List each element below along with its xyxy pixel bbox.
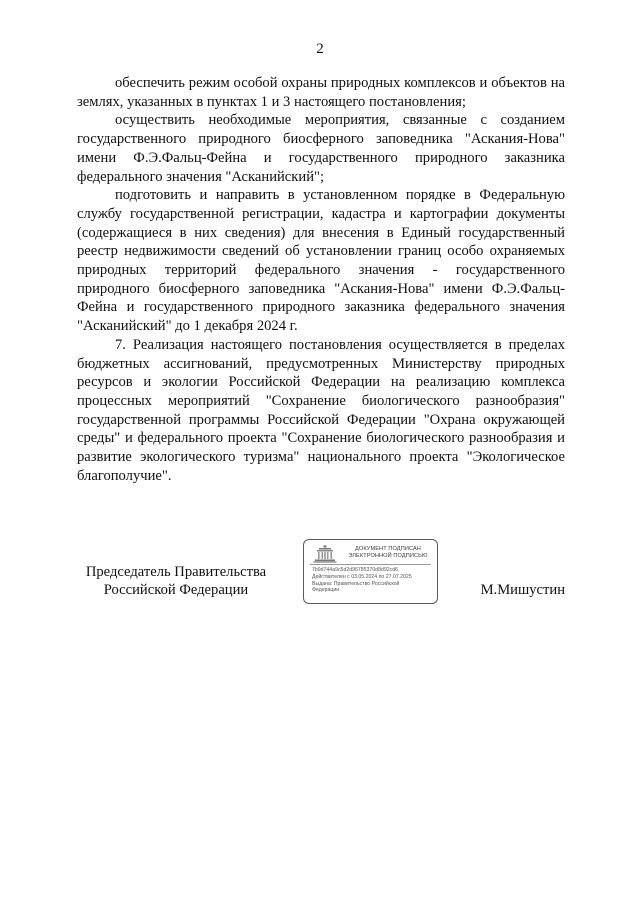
- signatory-title-line-2: Российской Федерации: [103, 582, 249, 598]
- stamp-certificate: 7b9d744a9c5d2d96785370d8d92cd6: [312, 567, 398, 573]
- stamp-issued-line-1: Выдана: Правительство Российской: [312, 580, 400, 587]
- stamp-validity: Действителен с 03.05.2024 по 27.07.2025: [312, 573, 412, 580]
- stamp-heading-line-1: ДОКУМЕНТ ПОДПИСАН: [355, 546, 421, 552]
- signatory-title-line-1: Председатель Правительства: [85, 564, 267, 580]
- stamp-divider: [310, 564, 431, 565]
- paragraph-special-protection-regime: обеспечить режим особой охраны природных комплексов и объектов на землях, указанных в пунктах 1 и 3 настоящего постановления;: [77, 75, 565, 110]
- electronic-signature-stamp: [303, 539, 438, 604]
- paragraph-budget-implementation: 7. Реализация настоящего постановления осуществляется в пределах бюджетных ассигнований, предусмотренных Министерству природных ресурсов и экологии Российской Федерации на реализацию комплекса процессных мероприятий "Сохранение биологического разнообразия" государственной программы Российской Федерации "Охрана окружающей среды" и федерального проекта "Сохранение биологического разнообразия и развитие экологического туризма" национального проекта "Экологическое благополучие".: [77, 336, 565, 484]
- signatory-title: [76, 563, 276, 599]
- page-number: 2: [316, 41, 324, 57]
- paragraph-registry-submission: подготовить и направить в установленном порядке в Федеральную службу государственной регистрации, кадастра и картографии документы (содержащиеся в них сведения) для внесения в Единый государственный реестр недвижимости сведений об установлении границ особо охраняемых природных территорий федерального значения - государственного природного биосферного заповедника "Аскания-Нова" имени Ф.Э.Фальц-Фейна и государственного природного заказника федерального значения "Асканийский" до 1 декабря 2024 г.: [77, 187, 565, 335]
- government-building-emblem-icon: [313, 545, 337, 563]
- stamp-issued-line-2: Федерации: [312, 587, 340, 594]
- signatory-name: М.Мишустин: [480, 582, 565, 598]
- paragraph-necessary-measures: осуществить необходимые мероприятия, связанные с созданием государственного природного биосферного заповедника "Аскания-Нова" имени Ф.Э.Фальц-Фейна и государственного природного заказника федерального значения "Асканийский";: [77, 112, 565, 185]
- stamp-details: [312, 567, 434, 594]
- stamp-heading: [342, 546, 434, 560]
- stamp-heading-line-2: ЭЛЕКТРОННОЙ ПОДПИСЬЮ: [348, 553, 428, 559]
